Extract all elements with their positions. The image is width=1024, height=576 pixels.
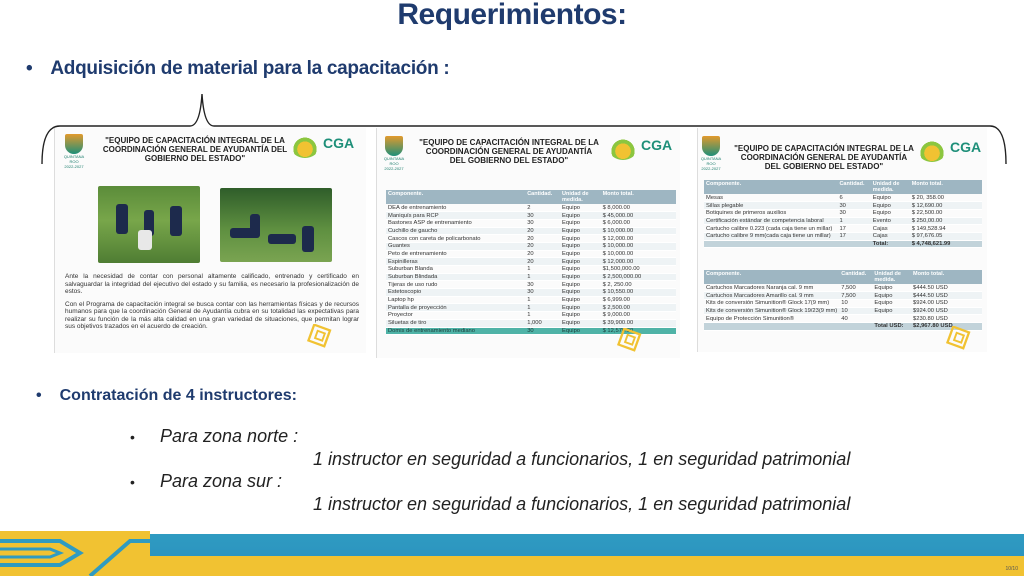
table-cell: 30	[837, 202, 870, 210]
panel-title: "EQUIPO DE CAPACITACIÓN INTEGRAL DE LA COORDINACIÓN GENERAL DE AYUDANTÍA DEL GOBIERNO DEL ESTADO"	[102, 136, 288, 163]
logo-sub: 2022-2027	[701, 166, 721, 171]
table-cell: Equipo	[560, 266, 601, 274]
state-logo	[383, 136, 405, 171]
table-cell: 20	[525, 235, 560, 243]
table-row	[704, 217, 982, 225]
table-row	[704, 202, 982, 210]
table-cell: Laptop hp	[386, 296, 525, 304]
total-cell	[839, 322, 872, 330]
table-cell: 30	[525, 219, 560, 227]
cga-logo	[609, 138, 672, 160]
shield-icon	[702, 136, 720, 156]
table-row	[386, 281, 676, 289]
table-cell: 20	[525, 250, 560, 258]
shield-icon	[65, 134, 83, 154]
table-cell: $ 97,676.05	[910, 232, 982, 240]
table-cell: Equipo	[560, 289, 601, 297]
table-header: Unidad de medida.	[872, 270, 911, 284]
table-cell: $ 39,900.00	[601, 319, 676, 327]
shield-icon	[385, 136, 403, 156]
table-cell: $ 2, 250.00	[601, 281, 676, 289]
table-row	[704, 194, 982, 202]
table-cell: Equipo	[560, 219, 601, 227]
table-cell: $ 9,000.00	[601, 312, 676, 320]
corner-deco	[613, 328, 647, 354]
table-cell: Equipo	[872, 307, 911, 315]
table-cell: $ 2,500.00	[601, 304, 676, 312]
table-cell: Equipo	[560, 212, 601, 220]
training-photo-2	[220, 188, 332, 262]
table-cell: 30	[525, 212, 560, 220]
table-row	[704, 315, 982, 323]
equipment-table-1	[386, 190, 676, 335]
table-cell: Cuchillo de gaucho	[386, 227, 525, 235]
table-cell: Suburban Blanda	[386, 266, 525, 274]
zone-south-label: Para zona sur :	[160, 471, 283, 491]
table-cell: Equipo	[560, 281, 601, 289]
table-row	[386, 319, 676, 327]
table-row	[704, 232, 982, 240]
table-header: Cantidad.	[525, 190, 560, 204]
table-cell: $924.00 USD	[911, 299, 982, 307]
table-cell: Maniquís para RCP	[386, 212, 525, 220]
table-row	[386, 266, 676, 274]
table-cell: $ 12,570.00	[601, 327, 676, 335]
table-cell: 20	[525, 258, 560, 266]
table-cell: $ 12,000.00	[601, 258, 676, 266]
table-cell: 40	[839, 315, 872, 323]
table-cell: Cartuchos Marcadores Amarillo cal. 9 mm	[704, 292, 839, 300]
table-cell: Equipo	[560, 327, 601, 335]
bullet-glyph: •	[26, 58, 33, 79]
table-row	[386, 250, 676, 258]
table-cell: Equipo	[871, 209, 910, 217]
bullet-material	[26, 58, 449, 80]
table-header: Componente.	[704, 180, 837, 194]
table-cell: 1	[837, 217, 870, 225]
table-row	[386, 258, 676, 266]
table-header: Cantidad.	[837, 180, 870, 194]
table-cell: 17	[837, 232, 870, 240]
state-logo	[63, 134, 85, 169]
table-cell: Equipo	[560, 312, 601, 320]
table-cell: Siluetas de tiro	[386, 319, 525, 327]
table-cell: Equipo	[871, 202, 910, 210]
table-cell: Cartuchos Marcadores Naranja cal. 9 mm	[704, 284, 839, 292]
table-cell: 6	[837, 194, 870, 202]
sun-icon	[291, 136, 319, 158]
brand-text: CGA	[950, 139, 982, 155]
table-cell: $444.50 USD	[911, 284, 982, 292]
total-cell	[704, 240, 837, 248]
table-cell: 1	[525, 296, 560, 304]
panel-title: "EQUIPO DE CAPACITACIÓN INTEGRAL DE LA COORDINACIÓN GENERAL DE AYUDANTÍA DEL GOBIERNO DEL ESTADO"	[734, 144, 914, 171]
table-cell: Evento	[871, 217, 910, 225]
table-cell: 1	[525, 304, 560, 312]
table-cell: Sillas plegable	[704, 202, 837, 210]
total-cell	[704, 322, 839, 330]
table-row	[386, 212, 676, 220]
table-cell: 20	[525, 242, 560, 250]
table-cell: Equipo	[872, 292, 911, 300]
table-cell: DEA de entrenamiento	[386, 204, 525, 212]
training-photo-1	[98, 186, 200, 263]
total-cell: $ 4,748,621.99	[910, 240, 982, 248]
logo-sub: 2022-2027	[64, 164, 84, 169]
corner-deco	[942, 326, 976, 352]
table-row	[386, 242, 676, 250]
total-cell: $2,967.80 USD	[911, 322, 982, 330]
table-cell: Guantes	[386, 242, 525, 250]
equipment-table-2	[704, 180, 982, 248]
table-cell: Equipo	[560, 204, 601, 212]
zone-north-detail: 1 instructor en seguridad a funcionarios, 1 en seguridad patrimonial	[313, 449, 851, 469]
table-cell: Equipo	[872, 299, 911, 307]
bullet-glyph: •	[130, 429, 135, 445]
table-cell: Equipo	[560, 258, 601, 266]
table-row	[386, 204, 676, 212]
table-row	[386, 289, 676, 297]
table-cell: Tijeras de uso rudo	[386, 281, 525, 289]
table-row	[386, 304, 676, 312]
total-cell: Total:	[871, 240, 910, 248]
table-row	[386, 219, 676, 227]
logo-sub: 2022-2027	[384, 166, 404, 171]
total-cell	[837, 240, 870, 248]
table-cell: $444.50 USD	[911, 292, 982, 300]
logo-text: QUINTANA ROO	[63, 154, 85, 164]
table-cell: $ 20, 358.00	[910, 194, 982, 202]
table-row	[704, 292, 982, 300]
table-cell: Domis de entrenamiento mediano	[386, 327, 525, 335]
table-cell: 1,000	[525, 319, 560, 327]
table-cell: Equipo	[560, 296, 601, 304]
table-cell: Cajas	[871, 225, 910, 233]
table-row	[386, 296, 676, 304]
cga-logo	[918, 140, 981, 162]
panel-equipment-2	[697, 128, 987, 352]
table-cell: Espinilleras	[386, 258, 525, 266]
table-cell: $ 10,000.00	[601, 242, 676, 250]
table-header: Monto total.	[910, 180, 982, 194]
corner-deco	[303, 324, 337, 350]
cga-logo	[291, 136, 354, 158]
table-cell: 2	[525, 204, 560, 212]
table-cell: $ 10,000.00	[601, 227, 676, 235]
table-header: Unidad de medida.	[560, 190, 601, 204]
bullet-glyph: •	[36, 387, 42, 404]
table-cell: $ 149,528.94	[910, 225, 982, 233]
bullet-instructors	[36, 387, 297, 405]
brand-text: CGA	[323, 135, 355, 151]
zone-north-label: Para zona norte :	[160, 426, 299, 446]
table-cell: $ 6,000.00	[601, 219, 676, 227]
table-cell: Suburban Blindada	[386, 273, 525, 281]
table-cell: Proyector	[386, 312, 525, 320]
state-logo	[700, 136, 722, 171]
panel-title: "EQUIPO DE CAPACITACIÓN INTEGRAL DE LA COORDINACIÓN GENERAL DE AYUDANTÍA DEL GOBIERNO DEL ESTADO"	[419, 138, 599, 165]
table-cell: $230.80 USD	[911, 315, 982, 323]
table-cell: 20	[525, 227, 560, 235]
table-cell: 30	[525, 327, 560, 335]
table-cell: Equipo de Protección Simunition®	[704, 315, 839, 323]
bullet-instructors-text: Contratación de 4 instructores:	[59, 387, 297, 404]
table-cell: 10	[839, 299, 872, 307]
brand-text: CGA	[641, 137, 673, 153]
table-cell: $ 45,000.00	[601, 212, 676, 220]
intro-paragraph-2: Con el Programa de capacitación integral se busca contar con las herramientas físicas y de recursos humanos para que la coordinación General de Ayudantía cubra en su totalidad las expectativas para realizar su función de la más alta calidad en una gran variedad de situaciones, que permitan lograr sus objetivos trazados en el acuerdo de creación.	[65, 300, 359, 330]
table-row	[386, 235, 676, 243]
table-cell: $ 2,500,000.00	[601, 273, 676, 281]
total-row	[704, 322, 982, 330]
table-cell: Cascos con careta de policarbonato	[386, 235, 525, 243]
table-row	[704, 225, 982, 233]
table-cell: Estetoscopio	[386, 289, 525, 297]
table-row	[704, 299, 982, 307]
sun-icon	[609, 138, 637, 160]
total-row	[704, 240, 982, 248]
table-row	[704, 209, 982, 217]
table-cell: Botiquines de primeros auxilios	[704, 209, 837, 217]
logo-text: QUINTANA ROO	[700, 156, 722, 166]
panel-intro	[54, 128, 366, 353]
panel-equipment-1	[376, 128, 680, 358]
table-cell: 17	[837, 225, 870, 233]
table-cell: 1	[525, 312, 560, 320]
slide-title: Requerimientos:	[397, 0, 627, 31]
table-row	[386, 273, 676, 281]
table-cell: Equipo	[560, 242, 601, 250]
table-cell: Equipo	[560, 319, 601, 327]
table-cell: Kits de conversión Simunition® Glock 19/23(9 mm)	[706, 307, 838, 314]
table-header: Monto total.	[911, 270, 982, 284]
table-cell: Equipo	[560, 227, 601, 235]
table-cell: $ 12,000.00	[601, 235, 676, 243]
footer-stripe	[0, 556, 1024, 576]
table-cell: 1	[525, 266, 560, 274]
zone-south-detail: 1 instructor en seguridad a funcionarios, 1 en seguridad patrimonial	[313, 494, 851, 514]
intro-paragraph-1: Ante la necesidad de contar con personal altamente calificado, entrenado y certificado en salvaguardar la integridad del ejecutivo del estado y su familia, es necesario la profesionalización de estos.	[65, 273, 359, 295]
table-cell: Pantalla de proyección	[386, 304, 525, 312]
table-cell: Cajas	[871, 232, 910, 240]
table-cell: $ 22,500.00	[910, 209, 982, 217]
table-cell	[872, 315, 911, 323]
table-cell: $ 10,550.00	[601, 289, 676, 297]
table-cell: Bastones ASP de entrenamiento	[386, 219, 525, 227]
table-cell: $1,500,000.00	[601, 266, 676, 274]
table-cell: 7,500	[839, 284, 872, 292]
table-cell: $ 250,00.00	[910, 217, 982, 225]
sun-icon	[918, 140, 946, 162]
total-cell: Total USD:	[872, 322, 911, 330]
table-cell: Equipo	[560, 273, 601, 281]
table-cell: Cartucho calibre 9 mm(cada caja tiene un millar)	[704, 232, 837, 240]
table-cell: $ 12,690.00	[910, 202, 982, 210]
table-cell: Certificación estándar de competencia laboral	[704, 217, 837, 225]
table-header: Componente.	[704, 270, 839, 284]
simunition-table	[704, 270, 982, 331]
table-cell: 7,500	[839, 292, 872, 300]
table-cell: $ 8,000.00	[601, 204, 676, 212]
table-cell: 30	[525, 281, 560, 289]
table-row	[386, 312, 676, 320]
footer-pattern	[0, 531, 150, 576]
table-header: Unidad de medida.	[871, 180, 910, 194]
table-row	[386, 227, 676, 235]
table-cell: Kits de conversión Simunition® Glock 17(9 mm)	[704, 299, 839, 307]
page-number: 10/10	[1005, 566, 1018, 572]
bullet-glyph: •	[130, 474, 135, 490]
table-row	[704, 307, 982, 315]
table-cell: Equipo	[560, 235, 601, 243]
table-header: Cantidad.	[839, 270, 872, 284]
bullet-material-text: Adquisición de material para la capacitación :	[50, 58, 450, 79]
table-cell: $ 10,000.00	[601, 250, 676, 258]
table-row	[704, 284, 982, 292]
table-cell: 10	[839, 307, 872, 315]
table-cell: Equipo	[560, 250, 601, 258]
table-cell: $ 6,999.00	[601, 296, 676, 304]
table-header: Componente.	[386, 190, 525, 204]
table-cell: Peto de entrenamiento	[386, 250, 525, 258]
table-cell: 30	[837, 209, 870, 217]
table-header: Monto total.	[601, 190, 676, 204]
table-cell: Mesas	[704, 194, 837, 202]
table-cell: Equipo	[560, 304, 601, 312]
table-cell: 30	[525, 289, 560, 297]
table-cell: Cartucho calibre 0.223 (cada caja tiene un millar)	[704, 225, 837, 233]
table-cell: Equipo	[872, 284, 911, 292]
table-cell: Equipo	[871, 194, 910, 202]
logo-text: QUINTANA ROO	[383, 156, 405, 166]
table-cell: $924.00 USD	[911, 307, 982, 315]
table-cell: 1	[525, 273, 560, 281]
